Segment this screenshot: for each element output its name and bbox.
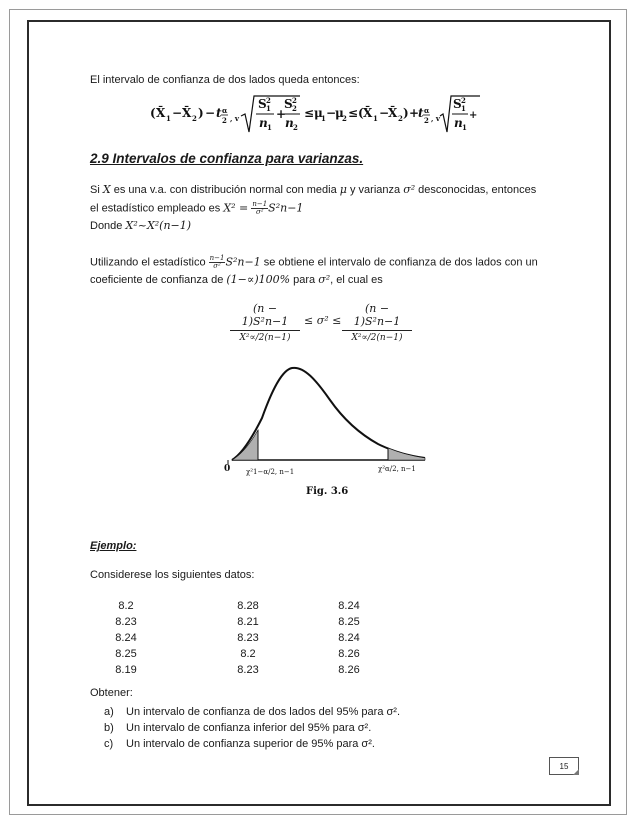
- table-cell: 8.24: [338, 632, 360, 644]
- svg-text:α: α: [222, 106, 228, 115]
- table-cell: 8.19: [115, 664, 137, 676]
- svg-text:S: S: [284, 97, 293, 111]
- table-row: [104, 646, 384, 662]
- svg-text:μ: μ: [314, 106, 323, 120]
- svg-text:X̄: X̄: [363, 106, 373, 120]
- table-cell: 8.25: [338, 616, 360, 628]
- svg-text:2: 2: [266, 96, 271, 105]
- list-item: [104, 720, 400, 736]
- obtain-label: Obtener:: [90, 687, 133, 699]
- svg-text:1: 1: [267, 123, 272, 132]
- table-row: [104, 630, 384, 646]
- svg-text:S: S: [453, 97, 462, 111]
- table-cell: 8.2: [240, 648, 256, 660]
- table-row: [104, 614, 384, 630]
- mean-difference-interval-formula: [150, 92, 480, 136]
- paragraph-coeficiente: coeficiente de confianza de (1−∝)100% para σ², el cual es: [90, 273, 383, 286]
- svg-text:1: 1: [373, 114, 378, 123]
- chi-square-distribution-figure: [220, 360, 430, 500]
- svg-text:2: 2: [342, 114, 347, 123]
- svg-text:2: 2: [461, 96, 466, 105]
- figure-zero-label: 0: [224, 464, 231, 474]
- svg-text:+: +: [276, 107, 287, 121]
- svg-text:(: (: [358, 106, 364, 120]
- svg-text:n: n: [454, 116, 463, 130]
- figure-left-quantile-label: χ²1−α/2, n−1: [246, 468, 295, 476]
- svg-text:1: 1: [321, 114, 326, 123]
- svg-text:t: t: [418, 106, 424, 120]
- table-cell: 8.26: [338, 648, 360, 660]
- list-item-text: Un intervalo de confianza inferior del 95% para σ².: [126, 722, 372, 734]
- svg-text:2: 2: [424, 116, 429, 125]
- data-table: [104, 598, 384, 678]
- svg-text:≤: ≤: [348, 106, 359, 120]
- svg-text:1: 1: [266, 104, 271, 113]
- svg-text:X̄: X̄: [156, 106, 166, 120]
- section-heading: 2.9 Intervalos de confianza para varianzas.: [90, 151, 364, 166]
- list-item-text: Un intervalo de confianza superior de 95% para σ².: [126, 738, 375, 750]
- svg-text:1: 1: [461, 104, 466, 113]
- consider-line: Considerese los siguientes datos:: [90, 569, 255, 581]
- list-marker: a): [104, 706, 114, 718]
- svg-text:1: 1: [462, 123, 467, 132]
- list-marker: b): [104, 722, 114, 734]
- svg-text:−: −: [379, 106, 390, 120]
- svg-text:2: 2: [293, 123, 298, 132]
- svg-text:n: n: [259, 116, 268, 130]
- fraction-statistic: $\frac{n-1}{\text{σ²}}$: [209, 254, 225, 270]
- svg-text:α: α: [424, 106, 430, 115]
- fraction-n-minus-1-over-sigma: $\frac{n-1}{\text{σ²}}$: [252, 200, 268, 216]
- svg-text:−: −: [172, 106, 183, 120]
- table-cell: 8.25: [115, 648, 137, 660]
- svg-text:−: −: [205, 106, 216, 120]
- task-list: [104, 704, 400, 752]
- table-cell: 8.23: [115, 616, 137, 628]
- table-row: [104, 598, 384, 614]
- svg-text:X̄: X̄: [182, 106, 192, 120]
- svg-text:n: n: [285, 116, 294, 130]
- svg-text:2: 2: [292, 96, 297, 105]
- list-item-text: Un intervalo de confianza de dos lados del 95% para σ².: [126, 706, 401, 718]
- svg-text:X̄: X̄: [388, 106, 398, 120]
- page-number: 15: [549, 757, 579, 775]
- variance-interval-inequality: (n − 1)S²n−1 X²∝/2(n−1) ≤ σ² ≤ (n − 1)S²n−1 X²∝/2(n−1): [230, 302, 430, 348]
- svg-text:S: S: [258, 97, 267, 111]
- table-cell: 8.26: [338, 664, 360, 676]
- table-cell: 8.2: [118, 600, 134, 612]
- svg-text:2: 2: [292, 104, 297, 113]
- svg-text:2: 2: [222, 116, 227, 125]
- svg-text:+: +: [469, 110, 478, 121]
- svg-text:2: 2: [192, 114, 197, 123]
- svg-text:): ): [403, 106, 409, 120]
- list-item: [104, 704, 400, 720]
- figure-right-quantile-label: χ²α/2, n−1: [378, 465, 416, 473]
- list-marker: c): [104, 738, 114, 750]
- svg-text:t: t: [216, 106, 222, 120]
- donde-line: Donde X²~X²(n−1): [90, 219, 192, 232]
- svg-text:, v: , v: [431, 114, 440, 123]
- svg-text:≤: ≤: [304, 106, 315, 120]
- table-cell: 8.21: [237, 616, 259, 628]
- svg-text:1: 1: [166, 114, 171, 123]
- svg-text:μ: μ: [335, 106, 344, 120]
- svg-text:): ): [198, 106, 204, 120]
- svg-text:2: 2: [398, 114, 403, 123]
- paragraph-statistic: el estadístico empleado es X² = $\frac{n-1}{\text{σ²}}$ S²n−1: [90, 200, 304, 216]
- example-title: Ejemplo:: [90, 540, 137, 552]
- density-curve: [232, 368, 425, 460]
- table-row: [104, 662, 384, 678]
- svg-text:(: (: [150, 106, 156, 120]
- intro-line: El intervalo de confianza de dos lados queda entonces:: [90, 74, 360, 86]
- svg-text:+: +: [409, 106, 420, 120]
- table-cell: 8.24: [115, 632, 137, 644]
- paragraph-distribution: Si X es una v.a. con distribución normal con media μ y varianza σ² desconocidas, entonces: [90, 183, 537, 196]
- paragraph-utilizando: Utilizando el estadístico $\frac{n-1}{\text{σ²}}$ S²n−1 se obtiene el intervalo de confianza de dos lados con un: [90, 254, 538, 270]
- svg-text:, v: , v: [230, 114, 239, 123]
- table-cell: 8.24: [338, 600, 360, 612]
- figure-caption: Fig. 3.6: [306, 486, 349, 497]
- table-cell: 8.23: [237, 632, 259, 644]
- table-cell: 8.23: [237, 664, 259, 676]
- svg-text:−: −: [326, 106, 337, 120]
- list-item: [104, 736, 400, 752]
- table-cell: 8.28: [237, 600, 259, 612]
